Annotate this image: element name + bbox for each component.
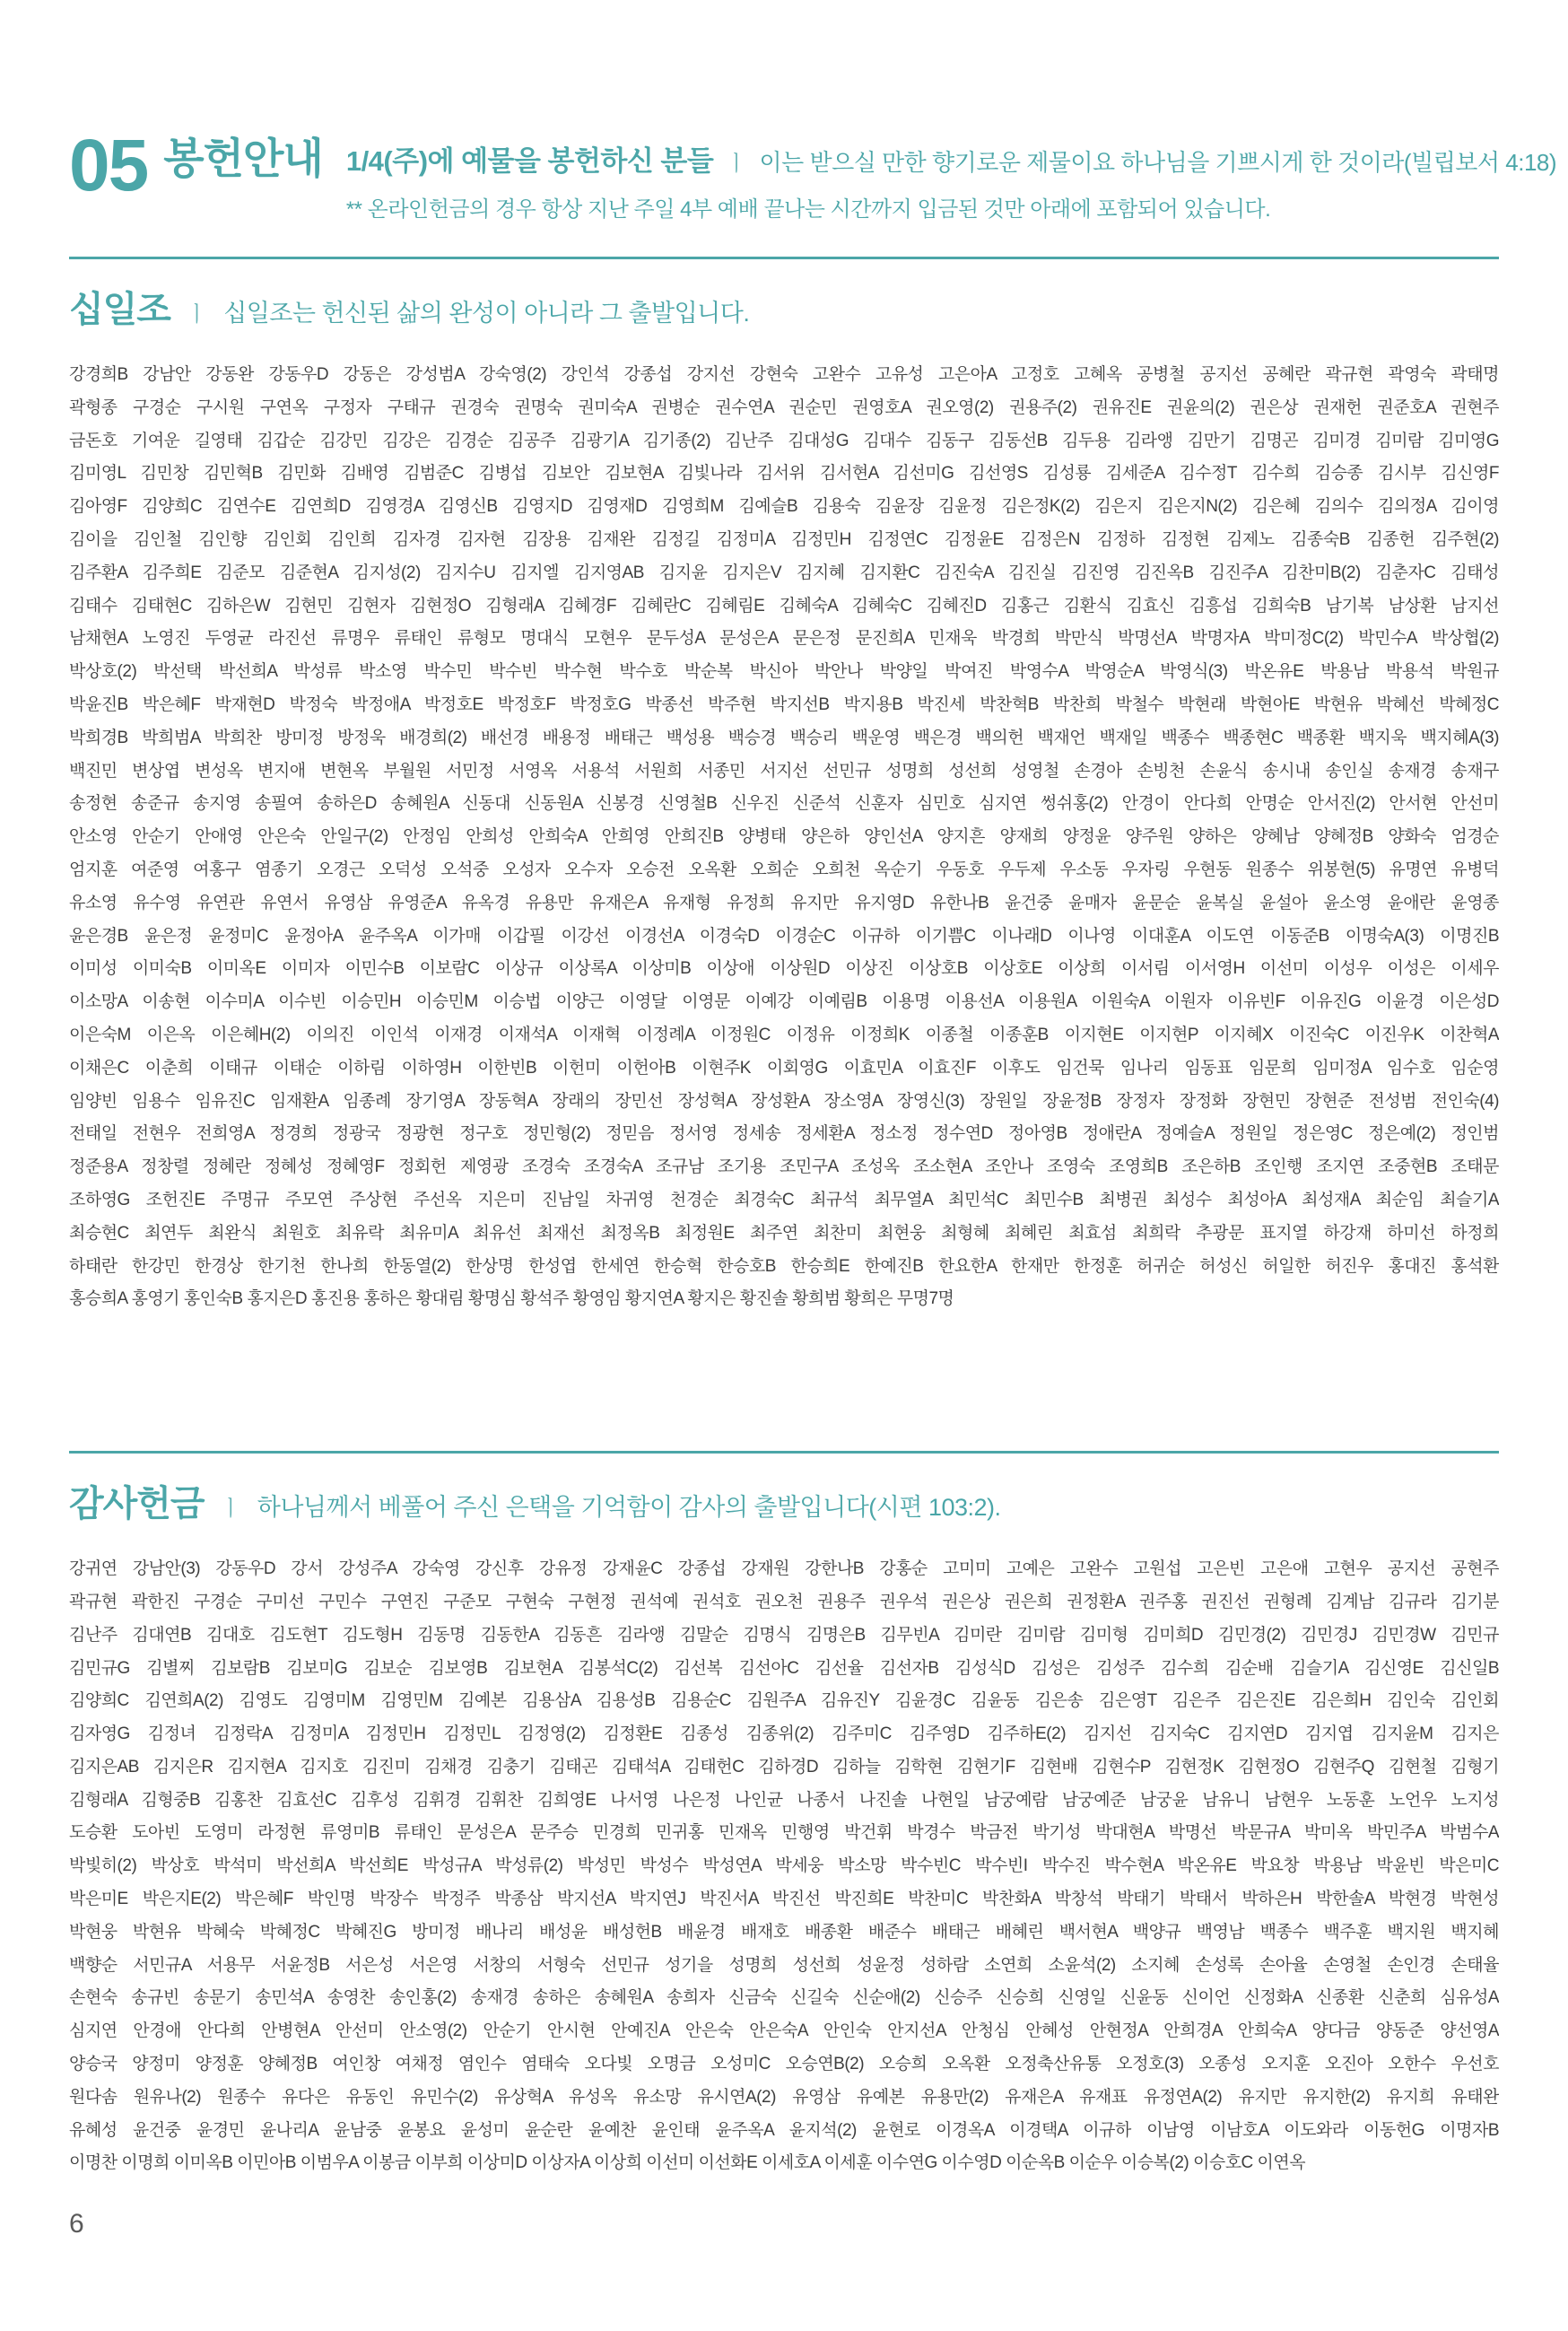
header-subtitle-row <box>346 138 1556 179</box>
name-line: 유혜성 윤건중 윤경민 윤나리A 윤남중 윤봉요 윤성미 윤순란 윤예찬 윤인태 윤주옥A 윤지석(2) 윤현로 이경옥A 이경택A 이규하 이남영 이남호A 이도와라 이동헌G 이명자B <box>69 2120 1499 2140</box>
name-line: 도승환 도아빈 도영미 라정현 류영미B 류태인 문성은A 문주승 민경희 민귀홍 민재옥 민행영 박건휘 박경수 박금전 박기성 박대현A 박명선 박문규A 박미옥 박민주A 박범수A <box>69 1823 1499 1843</box>
name-line: 송정현 송준규 송지영 송필여 송하은D 송혜원A 신동대 신동원A 신봉경 신영철B 신우진 신준석 신훈자 심민호 심지연 썽쉬홍(2) 안경이 안다희 안명순 안서진(2) 안서현 안선미 <box>69 794 1499 814</box>
name-line: 김양희C 김연희A(2) 김영도 김영미M 김영민M 김예본 김용삼A 김용성B 김용순C 김원주A 김유진Y 김윤경C 김윤동 김은송 김은영T 김은주 김은진E 김은희H 김인숙 김인회 <box>69 1691 1499 1711</box>
name-line: 남채현A 노영진 두영균 라진선 류명우 류태인 류형모 명대식 모현우 문두성A 문성은A 문은정 문진희A 민재욱 박경희 박만식 박명선A 박명자A 박미정C(2) 박민수A 박상협(2) <box>69 629 1499 649</box>
name-line: 하태란 한강민 한경상 한기천 한나희 한동열(2) 한상명 한성엽 한세연 한승혁 한승호B 한승희E 한예진B 한요한A 한재만 한정훈 허귀순 허성신 허일한 허진우 홍대진 홍석환 <box>69 1256 1499 1276</box>
section-header <box>69 125 1557 223</box>
tithe-name-list <box>69 359 1499 1316</box>
name-line: 박은미E 박은지E(2) 박은혜F 박인명 박장수 박정주 박종삼 박지선A 박지연J 박진서A 박진선 박진희E 박찬미C 박찬화A 박창석 박태기 박태서 박하은H 박한솔A 박현경 박현성 <box>69 1890 1499 1909</box>
page-number: 6 <box>69 2209 84 2239</box>
name-line: 백진민 변상엽 변성옥 변지애 변현옥 부월원 서민정 서영옥 서용석 서원희 서종민 서지선 선민규 성명희 성선희 성영철 손경아 손빙천 손윤식 송시내 송인실 송재경 송재구 <box>69 761 1499 781</box>
name-line: 박상호(2) 박선택 박선희A 박성류 박소영 박수민 박수빈 박수현 박수호 박순복 박신아 박안나 박양일 박여진 박영수A 박영순A 박영식(3) 박온유E 박용남 박용석 박원규 <box>69 662 1499 682</box>
tithe-title-separator: ㅣ <box>186 302 208 327</box>
name-line: 이채은C 이춘희 이태규 이태순 이하림 이하영H 이한빈B 이헌미 이헌아B 이현주K 이회영G 이효민A 이효진F 이후도 임건묵 임나리 임동표 임문희 임미정A 임수호 임순영 <box>69 1058 1499 1078</box>
subtitle-separator: ㅣ <box>726 152 747 176</box>
name-line: 윤은경B 윤은정 윤정미C 윤정아A 윤주옥A 이가매 이갑필 이강선 이경선A 이경숙D 이경순C 이규하 이기쁨C 이나래D 이나영 이대훈A 이도연 이동준B 이명숙A(3) 이명진B <box>69 926 1499 946</box>
name-line: 원다솜 원유나(2) 원종수 유다은 유동인 유민수(2) 유상혁A 유성옥 유소망 유시연A(2) 유영삼 유예본 유용만(2) 유재은A 유재표 유정연A(2) 유지만 유지한(2) 유지희 유태완 <box>69 2087 1499 2107</box>
name-line: 정준용A 정창렬 정혜란 정혜성 정혜영F 정회헌 제영광 조경숙 조경숙A 조규남 조기용 조민구A 조성옥 조소현A 조안나 조영숙 조영희B 조은하B 조인행 조지연 조중현B 조태문 <box>69 1157 1499 1177</box>
name-line: 김이을 김인철 김인향 김인회 김인희 김자경 김자현 김장용 김재완 김정길 김정미A 김정민H 김정연C 김정윤E 김정은N 김정하 김정현 김제노 김종숙B 김종헌 김주현(2) <box>69 529 1499 549</box>
thanksgiving-section-title: 감사헌금 <box>69 1484 205 1524</box>
name-line: 김아영F 김양희C 김연수E 김연희D 김영경A 김영신B 김영지D 김영재D 김영희M 김예슬B 김용숙 김윤장 김윤정 김은정K(2) 김은지 김은지N(2) 김은혜 김의수 김의정A 김이영 <box>69 497 1499 517</box>
name-line: 전태일 전현우 전희영A 정경희 정광국 정광현 정구호 정민형(2) 정믿음 정서영 정세송 정세환A 정소정 정수연D 정아영B 정애란A 정예슬A 정원일 정은영C 정은예(2) 정인범 <box>69 1124 1499 1144</box>
name-line: 임양빈 임용수 임유진C 임재환A 임종례 장기영A 장동혁A 장래의 장민선 장성혁A 장성환A 장소영A 장영신(3) 장원일 장윤정B 장정자 장정화 장현민 장현준 전성범 전인숙(4) <box>69 1091 1499 1111</box>
subtitle-verse: 이는 받으실 만한 향기로운 제물이요 하나님을 기쁘시게 한 것이라(빌립보서 4:18) <box>759 149 1557 176</box>
name-line: 김민규G 김별찌 김보람B 김보미G 김보순 김보영B 김보현A 김봉석C(2) 김선복 김선아C 김선율 김선자B 김성식D 김성은 김성주 김수희 김순배 김슬기A 김신영E 김신일B <box>69 1658 1499 1678</box>
section-number: 05 <box>69 125 148 206</box>
thanksgiving-title-separator: ㅣ <box>220 1497 241 1522</box>
name-line: 이미성 이미숙B 이미옥E 이미자 이민수B 이보람C 이상규 이상록A 이상미B 이상애 이상원D 이상진 이상호B 이상호E 이상희 이서림 이서영H 이선미 이성우 이성은 이세우 <box>69 959 1499 979</box>
thanksgiving-tagline: 하나님께서 베풀어 주신 은택을 기억함이 감사의 출발입니다(시편 103:2). <box>257 1494 1001 1522</box>
name-line: 백향순 서민규A 서용무 서윤정B 서은성 서은영 서창의 서형숙 선민규 성기을 성명희 성선희 성윤정 성하람 소연희 소윤석(2) 소지혜 손성록 손아율 손영철 손인경 손태율 <box>69 1955 1499 1975</box>
name-line: 박현웅 박현유 박혜숙 박혜정C 박혜진G 방미정 배나리 배성윤 배성헌B 배윤경 배재호 배종환 배준수 배태근 배혜린 백서현A 백양규 백영남 백종수 백주훈 백지원 백지혜 <box>69 1922 1499 1942</box>
tithe-section-title: 십일조 <box>69 290 170 329</box>
thanksgiving-name-list <box>69 1553 1499 2180</box>
name-line: 김미영L 김민창 김민혁B 김민화 김배영 김범준C 김병섭 김보안 김보현A 김빛나라 김서위 김서현A 김선미G 김선영S 김성룡 김세준A 김수정T 김수희 김승종 김시부 김신영F <box>69 464 1499 484</box>
name-line: 곽형종 구경순 구시원 구연옥 구정자 구태규 권경숙 권명숙 권미숙A 권병순 권수연A 권순민 권영호A 권오영(2) 권용주(2) 권유진E 권윤의(2) 권은상 권재헌 권준호A 권현주 <box>69 397 1499 417</box>
name-line: 강경희B 강남안 강동완 강동우D 강동은 강성범A 강숙영(2) 강인석 강종섭 강지선 강현숙 고완수 고유성 고은아A 고정호 고혜옥 공병철 공지선 공혜란 곽규현 곽영숙 곽태명 <box>69 365 1499 384</box>
name-line: 김형래A 김형중B 김홍찬 김효선C 김후성 김휘경 김휘찬 김희영E 나서영 나은정 나인균 나종서 나진솔 나현일 남궁예람 남궁예준 남궁윤 남유니 남현우 노동훈 노언우 노지성 <box>69 1790 1499 1810</box>
name-line: 금돈호 기여운 길영태 김갑순 김강민 김강은 김경순 김공주 김광기A 김기종(2) 김난주 김대성G 김대수 김동구 김동선B 김두용 김라앵 김만기 김명곤 김미경 김미람 김미영G <box>69 431 1499 450</box>
name-line: 홍승희A 홍영기 홍인숙B 홍지은D 홍진용 홍하은 황대림 황명심 황석주 황영임 황지연A 황지은 황진솔 황희범 황희은 무명7명 <box>69 1289 954 1309</box>
name-line: 이은숙M 이은옥 이은혜H(2) 이의진 이인석 이재경 이재석A 이재혁 이정례A 이정원C 이정유 이정희K 이종철 이종훈B 이지현E 이지현P 이지혜X 이진숙C 이진우K 이찬혁A <box>69 1025 1499 1044</box>
name-line: 박윤진B 박은혜F 박재현D 박정숙 박정애A 박정호E 박정호F 박정호G 박종선 박주현 박지선B 박지용B 박진세 박찬혁B 박찬희 박철수 박현래 박현아E 박현유 박혜선 박혜정C <box>69 694 1499 714</box>
name-line: 이명찬 이명희 이미옥B 이민아B 이범우A 이봉금 이부희 이상미D 이상자A 이상희 이선미 이선화E 이세호A 이세훈 이수연G 이수영D 이순옥B 이순우 이승복(2) 이승호C 이연옥 <box>69 2153 1306 2173</box>
page-title: 봉헌안내 <box>163 135 323 182</box>
subtitle-bold: 1/4(주)에 예물을 봉헌하신 분들 <box>345 145 714 177</box>
tithe-tagline: 십일조는 헌신된 삶의 완성이 아니라 그 출발입니다. <box>223 300 750 327</box>
name-line: 곽규현 곽한진 구경순 구미선 구민수 구연진 구준모 구현숙 구현정 권석예 권석호 권오천 권용주 권우석 권은상 권은희 권정환A 권주홍 권진선 권형례 김계남 김규라 김기분 <box>69 1592 1499 1611</box>
name-line: 김주환A 김주희E 김준모 김준현A 김지성(2) 김지수U 김지엘 김지영AB 김지윤 김지은V 김지혜 김지환C 김진숙A 김진실 김진영 김진옥B 김진주A 김찬미B(2) 김춘자C 김태성 <box>69 563 1499 582</box>
name-line: 박빛히(2) 박상호 박석미 박선희A 박선희E 박성규A 박성류(2) 박성민 박성수 박성연A 박세웅 박소망 박수빈C 박수빈I 박수진 박수현A 박온유E 박요창 박용남 박윤빈 박은미C <box>69 1856 1499 1876</box>
name-line: 김자영G 김정녀 김정락A 김정미A 김정민H 김정민L 김정영(2) 김정환E 김종성 김종위(2) 김주미C 김주영D 김주하E(2) 김지선 김지숙C 김지연D 김지엽 김지윤M 김지은 <box>69 1724 1499 1744</box>
section-divider <box>69 257 1499 259</box>
name-line: 김난주 김대연B 김대호 김도현T 김도형H 김동명 김동한A 김동흔 김라앵 김말순 김명식 김명은B 김무빈A 김미란 김미람 김미형 김미희D 김민경(2) 김민경J 김민경W 김민규 <box>69 1625 1499 1645</box>
name-line: 손현숙 송규빈 송문기 송민석A 송영찬 송인홍(2) 송재경 송하은 송혜원A 송희자 신금숙 신길숙 신순애(2) 신승주 신승희 신영일 신윤동 신이언 신정화A 신종환 신춘희 심유성A <box>69 1988 1499 2008</box>
name-line: 최승현C 최연두 최완식 최원호 최유락 최유미A 최유선 최재선 최정옥B 최정원E 최주연 최찬미 최현웅 최형혜 최혜린 최효섬 최희락 추광문 표지열 하강재 하미선 하정희 <box>69 1223 1499 1243</box>
thanksgiving-section-header <box>69 1475 1499 1526</box>
header-subtitle-block <box>346 138 1556 223</box>
name-line: 강귀연 강남안(3) 강동우D 강서 강성주A 강숙영 강신후 강유정 강재윤C 강종섭 강재원 강한나B 강홍순 고미미 고예은 고완수 고원섭 고은빈 고은애 고현우 공지선 공현주 <box>69 1559 1499 1579</box>
name-line: 엄지훈 여준영 여홍구 염종기 오경근 오덕성 오석중 오성자 오수자 오승전 오옥환 오희순 오희천 옥순기 우동호 우두제 우소동 우자링 우현동 원종수 위봉현(5) 유명연 유병덕 <box>69 860 1499 879</box>
online-offering-note: ** 온라인헌금의 경우 항상 지난 주일 4부 예배 끝나는 시간까지 입금된 것만 아래에 포함되어 있습니다. <box>345 197 1271 222</box>
name-line: 양승국 양정미 양정훈 양혜정B 여인창 여채정 염인수 염태숙 오다빛 오명금 오성미C 오승연B(2) 오승희 오옥환 오정축산유통 오정호(3) 오종성 오지훈 오진아 오한수 우선호 <box>69 2055 1499 2074</box>
section-divider <box>69 1451 1499 1454</box>
name-line: 김지은AB 김지은R 김지현A 김지호 김진미 김채경 김충기 김태곤 김태석A 김태헌C 김하경D 김하늘 김학현 김현기F 김현배 김현수P 김현정K 김현정O 김현주Q 김현철 김형기 <box>69 1757 1499 1777</box>
name-line: 심지연 안경애 안다희 안병현A 안선미 안소영(2) 안순기 안시현 안예진A 안은숙 안은숙A 안인숙 안지선A 안청심 안혜성 안현정A 안희경A 안희숙A 양다금 양동준 양선영A <box>69 2021 1499 2041</box>
name-line: 이소망A 이송현 이수미A 이수빈 이승민H 이승민M 이승법 이양근 이영달 이영문 이예강 이예림B 이용명 이용선A 이용원A 이원숙A 이원자 이유빈F 이유진G 이윤경 이은성D <box>69 992 1499 1012</box>
name-line: 안소영 안순기 안애영 안은숙 안일구(2) 안정임 안희성 안희숙A 안희영 안희진B 양병태 양은하 양인선A 양지흔 양재희 양정윤 양주원 양하은 양혜남 양혜정B 양화숙 엄경순 <box>69 827 1499 847</box>
name-line: 조하영G 조헌진E 주명규 주모연 주상현 주선옥 지은미 진남일 차귀영 천경순 최경숙C 최규석 최무열A 최민석C 최민수B 최병권 최성수 최성아A 최성재A 최순임 최슬기A <box>69 1190 1499 1209</box>
tithe-section-header <box>69 281 1499 332</box>
name-line: 박희경B 박희범A 박희찬 방미정 방정욱 배경희(2) 배선경 배용정 배태근 백성용 백승경 백승리 백운영 백은경 백의헌 백재언 백재일 백종수 백종현C 백종환 백지욱 백지혜A(3) <box>69 728 1499 747</box>
name-line: 김태수 김태현C 김하은W 김현민 김현자 김현정O 김형래A 김혜경F 김혜란C 김혜림E 김혜숙A 김혜숙C 김혜진D 김홍근 김환식 김효신 김흥섭 김희숙B 남기복 남상환 남지선 <box>69 596 1499 615</box>
name-line: 유소영 유수영 유연관 유연서 유영삼 유영준A 유옥경 유용만 유재은A 유재형 유정희 유지만 유지영D 유한나B 윤건중 윤매자 윤문순 윤복실 윤설아 윤소영 윤애란 윤영종 <box>69 893 1499 912</box>
